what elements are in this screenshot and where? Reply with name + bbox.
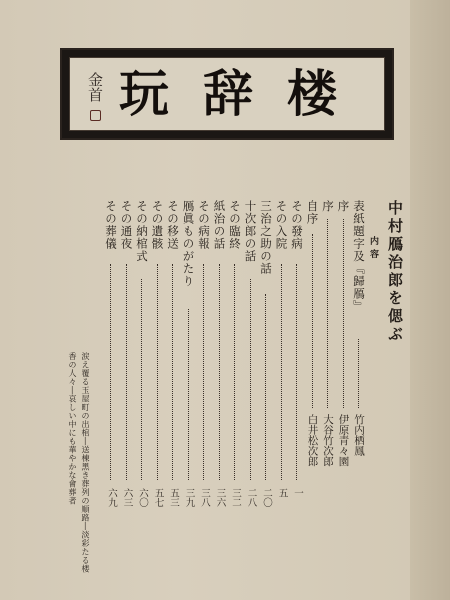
toc-leader-dots <box>281 264 282 480</box>
toc-page-number: 六〇 <box>137 488 148 507</box>
toc-leader-dots <box>141 279 142 480</box>
toc-leader-dots <box>110 264 111 480</box>
toc-label: 鴈眞ものがたり <box>181 200 196 288</box>
toc-entry <box>120 200 134 506</box>
contents-note-2: 香の人々―哀しい中にも華やかな會葬者 <box>68 352 77 505</box>
toc-label: その遺骸 <box>150 200 165 250</box>
toc-entry <box>275 200 289 506</box>
toc-page-number: 三九 <box>183 488 195 507</box>
toc-label: 序 <box>321 200 335 213</box>
page-gutter <box>410 0 450 600</box>
toc-page-number: 三八 <box>199 488 210 507</box>
toc-entry <box>290 200 304 506</box>
toc-page-number: 六三 <box>121 488 133 507</box>
toc-entry <box>321 200 335 506</box>
toc-label: その通夜 <box>119 200 134 250</box>
toc-label: 序 <box>336 200 351 213</box>
toc-page-number: 五 <box>276 488 288 498</box>
toc-page-number: 一 <box>292 488 303 498</box>
toc-leader-dots <box>188 309 189 480</box>
calligraphy-frame <box>60 48 394 140</box>
toc-page-number: 五七 <box>152 488 164 507</box>
toc-label: 三治之助の話 <box>259 200 273 275</box>
toc-leader-dots <box>312 234 313 408</box>
toc-entry <box>306 200 320 506</box>
toc-leader-dots <box>296 264 297 480</box>
toc-entry <box>182 200 196 506</box>
toc-entry <box>151 200 165 506</box>
toc-page-number: 五三 <box>168 488 179 507</box>
toc-leader-dots <box>234 264 235 480</box>
book-title: 中村鴈治郎を偲ぶ <box>386 200 404 344</box>
toc-entry <box>337 200 351 506</box>
signature-text: 金首 <box>86 72 104 102</box>
toc-page-number: 二〇 <box>261 488 272 507</box>
toc-page-number: 六九 <box>106 488 117 507</box>
toc-author: 白井松次郎 <box>306 414 319 467</box>
toc-label: その納棺式 <box>135 200 149 263</box>
toc-entry <box>135 200 149 506</box>
toc-leader-dots <box>250 279 251 480</box>
toc-label: 自序 <box>305 200 320 225</box>
toc-leader-dots <box>343 219 344 408</box>
toc-entry <box>228 200 242 506</box>
toc-author: 竹内栖鳳 <box>353 414 365 456</box>
toc-label: その葬儀 <box>104 200 118 250</box>
calligraphy-paper <box>69 57 385 131</box>
toc-leader-dots <box>203 264 204 480</box>
toc-entry <box>244 200 258 506</box>
toc-label: 十次郎の話 <box>243 200 258 263</box>
calligraphy-title: 玩辞楼 <box>119 64 371 123</box>
toc-leader-dots <box>172 264 173 480</box>
toc-label: その移送 <box>166 200 180 250</box>
toc-page-number: 三二 <box>230 488 241 507</box>
toc-leader-dots <box>327 219 328 408</box>
toc-author: 大谷竹次郎 <box>322 414 334 467</box>
toc-label: 紙治の話 <box>212 200 227 250</box>
toc-leader-dots <box>219 264 220 480</box>
toc-page-number: 二八 <box>245 488 257 507</box>
contents-heading: 内容 <box>368 236 378 262</box>
toc-entry <box>352 200 366 506</box>
contents-note-1: 涙え覆る玉屋町の出棺―送棟黑き葬列の順路―淡彩たる楼 <box>81 352 90 573</box>
toc-entry <box>104 200 118 506</box>
toc-leader-dots <box>265 294 266 480</box>
toc-label: その臨終 <box>228 200 242 250</box>
toc-page-number: 三六 <box>214 488 226 507</box>
toc-label: その病報 <box>197 200 211 250</box>
toc-entry <box>259 200 273 506</box>
toc-leader-dots <box>126 264 127 480</box>
toc-label: その發病 <box>290 200 304 250</box>
toc-leader-dots <box>157 264 158 480</box>
toc-label: その入院 <box>274 200 289 250</box>
toc-entry <box>197 200 211 506</box>
toc-entry <box>213 200 227 506</box>
toc-entry <box>166 200 180 506</box>
toc-leader-dots <box>358 339 359 408</box>
toc-author: 伊原青々園 <box>337 414 350 467</box>
toc-label: 表紙題字及『歸鴈』 <box>352 200 366 313</box>
